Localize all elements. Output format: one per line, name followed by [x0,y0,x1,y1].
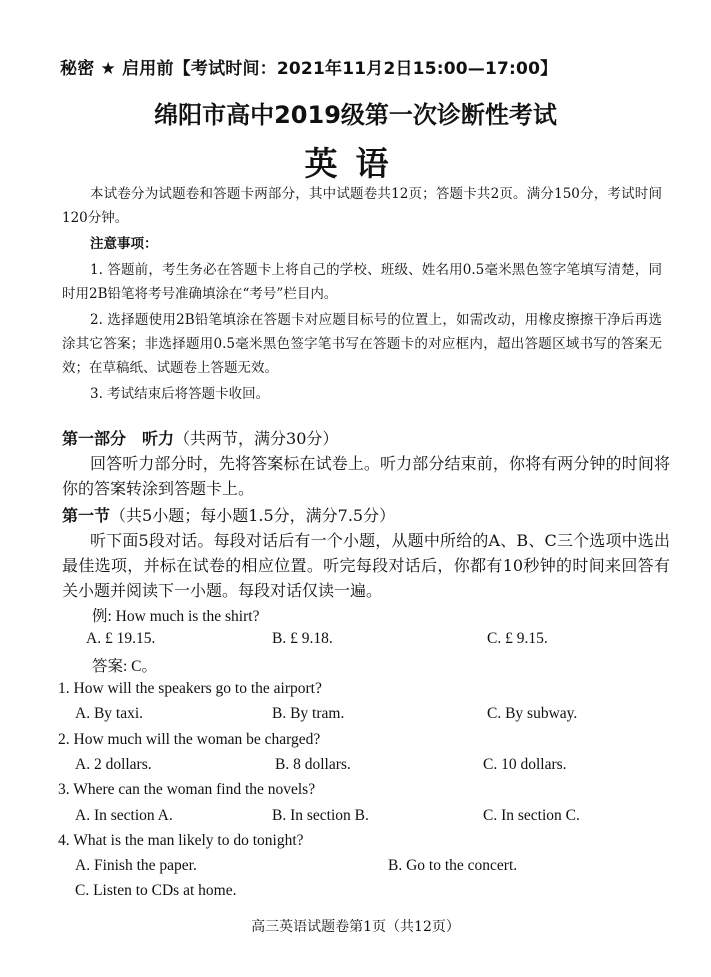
part1-instructions: 回答听力部分时，先将答案标在试卷上。听力部分结束前，你将有两分钟的时间将你的答案转涂到答题卡上。 [62,454,670,498]
part1-heading-title: 第一部分 听力 [62,429,175,448]
page-footer: 高三英语试题卷第1页（共12页） [251,919,460,935]
question-4-option-a: A. Finish the paper. [75,857,197,874]
question-2: 2. How much will the woman be charged? [58,731,321,748]
question-4: 4. What is the man likely to do tonight? [58,832,304,849]
section1-heading [62,503,395,526]
question-3-option-c: C. In section C. [483,807,580,824]
note-item-3: 3. 考试结束后将答题卡收回。 [90,386,270,402]
example-option-b: B. £ 9.18. [272,630,333,647]
section1-instructions: 听下面5段对话。每段对话后有一个小题，从题中所给的A、B、C三个选项中选出最佳选项，并标在试卷的相应位置。听完每段对话后，你都有10秒钟的时间来回答有关小题并阅读下一小题。每段对话仅读一遍。 [62,531,670,600]
question-3-option-a: A. In section A. [75,807,173,824]
example-question: 例: How much is the shirt? [92,608,260,625]
question-1-option-c: C. By subway. [487,705,578,722]
question-4-option-b: B. Go to the concert. [388,857,518,874]
part1-heading-note: （共两节，满分30分） [174,429,339,448]
exam-title: 绵阳市高中2019级第一次诊断性考试 [154,101,557,129]
question-2-option-c: C. 10 dollars. [483,756,567,773]
question-1: 1. How will the speakers go to the airport? [58,680,322,697]
example-answer: 答案: C。 [92,658,158,675]
note-item-1: 1. 答题前，考生务必在答题卡上将自己的学校、班级、姓名用0.5毫米黑色签字笔填写清楚，同时用2B铅笔将考号准确填涂在“考号”栏目内。 [62,262,662,302]
question-3-option-b: B. In section B. [272,807,369,824]
confidential-banner: 秘密 ★ 启用前【考试时间：2021年11月2日15:00—17:00】 [60,59,558,79]
section1-heading-title: 第一节 [62,506,111,525]
part1-heading [62,426,338,449]
question-1-option-b: B. By tram. [272,705,345,722]
question-2-option-a: A. 2 dollars. [75,756,152,773]
notes-heading: 注意事项： [90,236,158,252]
subject-title: 英语 [304,144,407,183]
question-1-option-a: A. By taxi. [75,705,144,722]
question-3: 3. Where can the woman find the novels? [58,781,316,798]
intro-paragraph: 本试卷分为试题卷和答题卡两部分，其中试题卷共12页；答题卡共2页。满分150分，考试时间120分钟。 [62,186,662,226]
example-option-c: C. £ 9.15. [487,630,548,647]
section1-heading-note: （共5小题；每小题1.5分，满分7.5分） [110,506,396,525]
note-item-2: 2. 选择题使用2B铅笔填涂在答题卡对应题目标号的位置上，如需改动，用橡皮擦擦干净后再选涂其它答案；非选择题用0.5毫米黑色签字笔书写在答题卡的对应框内，超出答题区域书写的答案无效；在草稿纸、试题卷上答题无效。 [62,312,662,376]
question-4-option-c: C. Listen to CDs at home. [75,882,237,899]
example-option-a: A. £ 19.15. [86,630,156,647]
question-2-option-b: B. 8 dollars. [275,756,351,773]
